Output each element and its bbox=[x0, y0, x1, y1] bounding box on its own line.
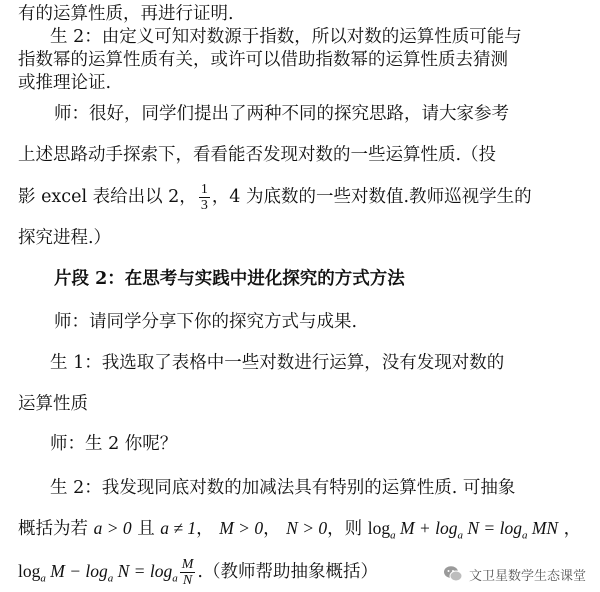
fraction-m-over-n bbox=[180, 557, 196, 588]
fraction-one-third bbox=[199, 182, 210, 213]
text-line-1: 有的运算性质，再进行证明. bbox=[18, 4, 234, 24]
line14-post: ， bbox=[558, 519, 582, 539]
wechat-icon bbox=[443, 564, 463, 584]
formula-part: N = log bbox=[113, 561, 173, 581]
text-line-12: 运算性质 bbox=[18, 394, 88, 414]
log-text: log bbox=[18, 561, 41, 581]
separator: ， bbox=[196, 519, 214, 539]
watermark bbox=[443, 564, 586, 584]
section-heading: 片段 2：在思考与实践中进化探究的方式方法 bbox=[54, 269, 405, 289]
formula-part: M + log bbox=[395, 518, 458, 538]
log-base: a bbox=[390, 529, 396, 542]
fraction-denominator: N bbox=[182, 573, 193, 588]
formula-part: MN bbox=[527, 518, 559, 538]
line7-pre: 影 excel 表给出以 2， bbox=[18, 187, 197, 207]
cond-a-positive: a > 0 bbox=[93, 518, 132, 538]
watermark-text: 文卫星数学生态课堂 bbox=[468, 568, 586, 584]
cond-m-positive: M > 0 bbox=[219, 518, 264, 538]
formula-part: M − log bbox=[45, 561, 108, 581]
separator: ， bbox=[263, 519, 281, 539]
formula-part: N = log bbox=[462, 518, 522, 538]
text-line-15 bbox=[18, 517, 581, 547]
line14-mid1: 且 bbox=[131, 519, 161, 539]
fraction-numerator: 1 bbox=[200, 182, 208, 197]
line7-post: ，4 为底数的一些对数值.教师巡视学生的 bbox=[211, 187, 532, 207]
text-line-3: 指数幂的运算性质有关，或许可以借助指数幂的运算性质去猜测 bbox=[18, 50, 508, 70]
log-base: a bbox=[107, 572, 114, 585]
text-line-2: 生 2：由定义可知对数源于指数，所以对数的运算性质可能与 bbox=[50, 27, 522, 47]
log-base: a bbox=[40, 572, 46, 585]
text-line-8: 探究进程.） bbox=[18, 228, 112, 248]
text-line-16 bbox=[18, 557, 378, 590]
log-base: a bbox=[521, 529, 528, 542]
log-difference-formula bbox=[18, 561, 178, 585]
text-line-5: 师：很好，同学们提出了两种不同的探究思路，请大家参考 bbox=[54, 104, 509, 124]
text-line-6: 上述思路动手探索下，看看能否发现对数的一些运算性质.（投 bbox=[18, 145, 497, 165]
text-line-4: 或推理论证. bbox=[18, 73, 112, 93]
separator: ，则 bbox=[327, 519, 368, 539]
text-line-7 bbox=[18, 182, 532, 213]
text-line-14: 生 2：我发现同底对数的加减法具有特别的运算性质. 可抽象 bbox=[50, 478, 516, 498]
cond-n-positive: N > 0 bbox=[286, 518, 328, 538]
text-line-11: 生 1：我选取了表格中一些对数进行运算，没有发现对数的 bbox=[50, 353, 505, 373]
text-line-10: 师：请同学分享下你的探究方式与成果. bbox=[54, 312, 358, 332]
log-base: a bbox=[172, 572, 178, 585]
log-base: a bbox=[457, 529, 463, 542]
line14-pre: 概括为若 bbox=[18, 519, 94, 539]
log-sum-formula bbox=[367, 518, 559, 542]
cond-a-not-one: a ≠ 1 bbox=[160, 518, 197, 538]
text-line-13: 师：生 2 你呢？ bbox=[50, 434, 178, 454]
fraction-numerator: M bbox=[181, 557, 194, 572]
fraction-denominator: 3 bbox=[200, 198, 208, 213]
log-text: log bbox=[367, 518, 391, 538]
line15-post: .（教师帮助抽象概括） bbox=[197, 562, 378, 582]
